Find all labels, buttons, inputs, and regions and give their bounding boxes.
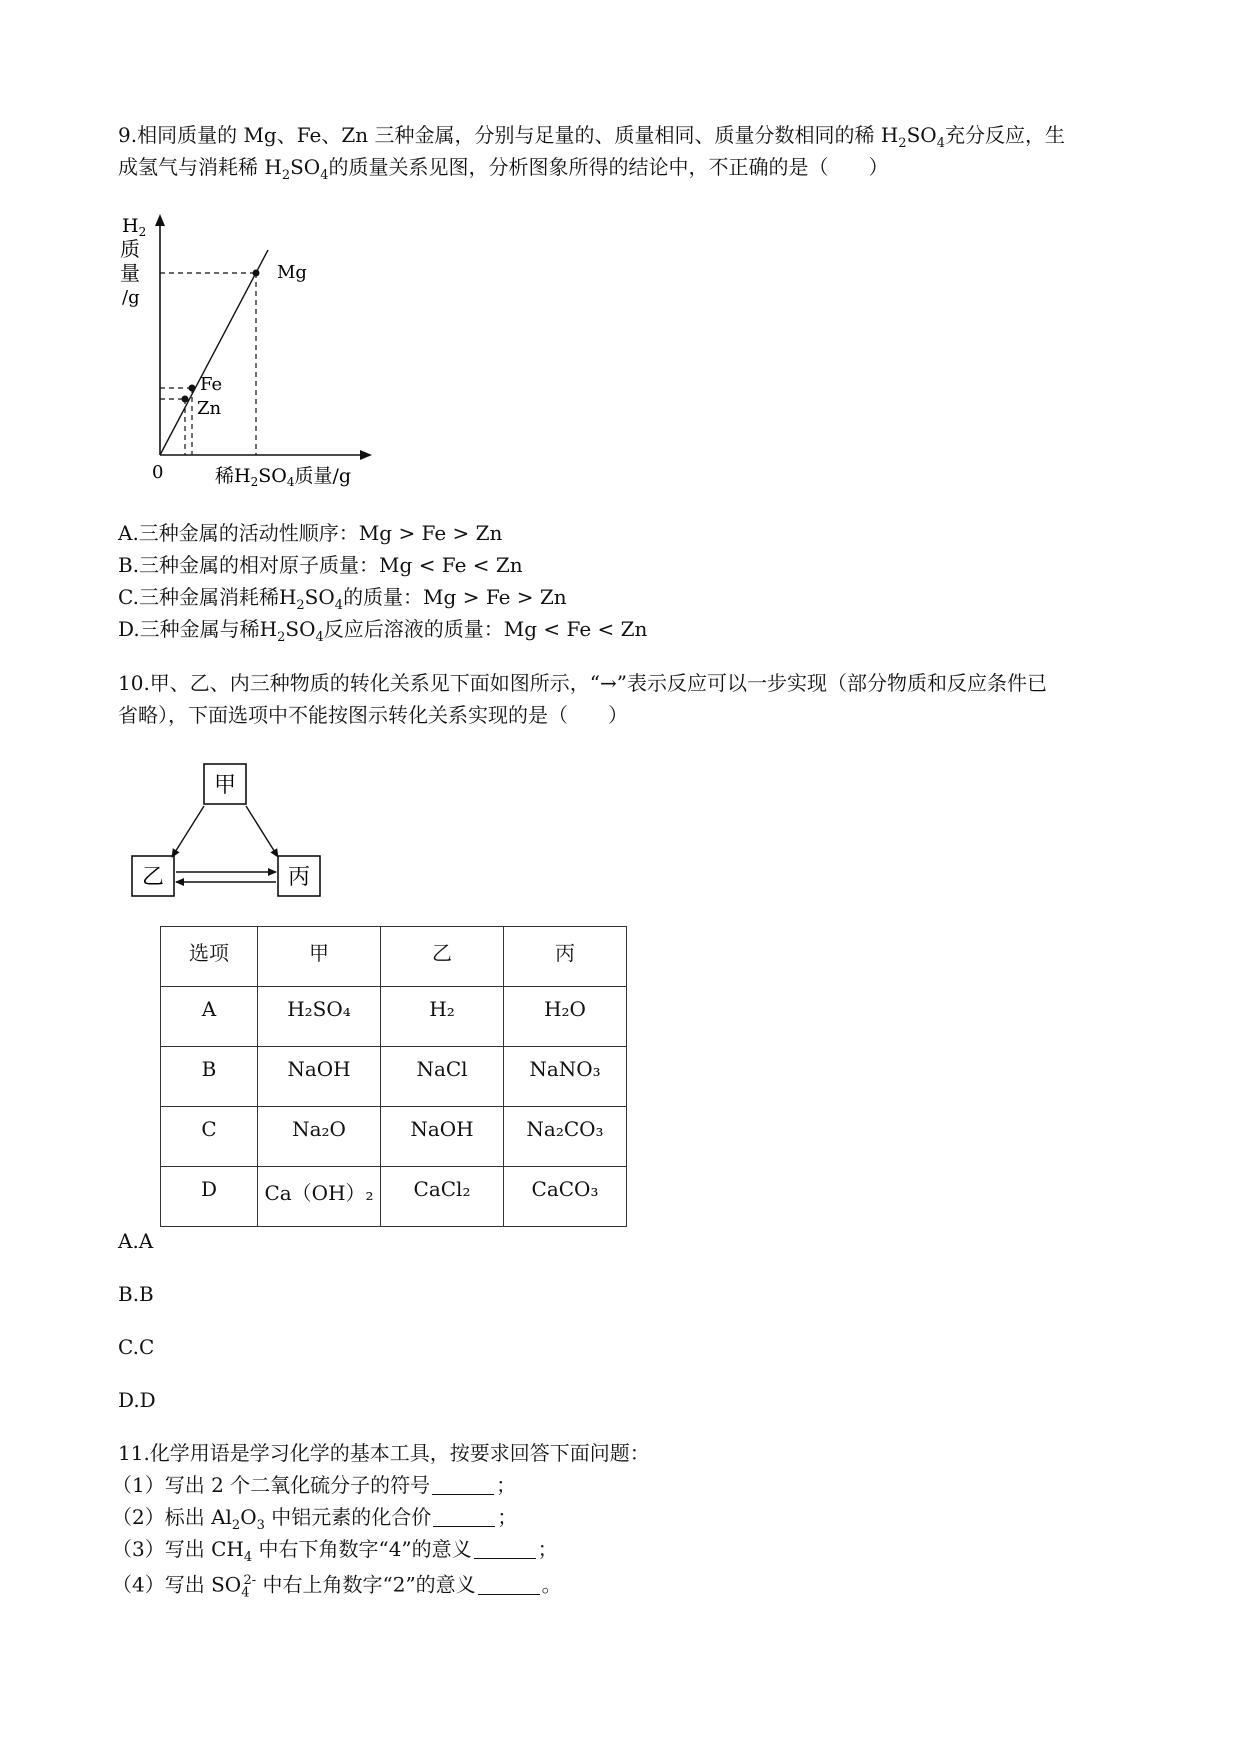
sub: 2 <box>898 136 907 151</box>
q11-item-1 <box>112 1470 516 1500</box>
origin-label: 0 <box>152 462 164 483</box>
sub: 4 <box>315 630 324 645</box>
q9-line2-a: 成氢气与消耗稀 H <box>118 155 282 179</box>
q9-option-d-post: 反应后溶液的质量：Mg < Fe < Zn <box>323 617 648 641</box>
y-label-unit: /g <box>122 287 140 308</box>
q10-answer-d: D.D <box>118 1388 156 1412</box>
cell-jia: Na₂O <box>258 1107 381 1167</box>
table-row <box>161 1167 627 1227</box>
cell-option: D <box>161 1167 258 1227</box>
q11-item-2-end: ； <box>497 1505 518 1529</box>
q9-option-d-mid: SO <box>285 617 316 641</box>
cell-yi: H₂ <box>381 987 504 1047</box>
q9-graph <box>100 210 400 490</box>
mg-point <box>253 270 260 277</box>
q10-line-2: 省略），下面选项中不能按图示转化关系实现的是（ ） <box>118 703 628 727</box>
y-axis-arrow-icon <box>155 214 165 226</box>
x-axis-arrow-icon <box>360 450 372 460</box>
sub: 3 <box>256 1518 265 1533</box>
q11-item-4 <box>112 1566 562 1609</box>
cell-yi: NaCl <box>381 1047 504 1107</box>
cell-jia: NaOH <box>258 1047 381 1107</box>
q9-option-a: A.三种金属的活动性顺序：Mg > Fe > Zn <box>118 521 503 545</box>
q9-text-a: 相同质量的 Mg、Fe、Zn 三种金属，分别与足量的、质量相同、质量分数相同的稀 H <box>137 123 899 147</box>
sup: 2- <box>243 1573 257 1588</box>
q9-option-d-pre: D.三种金属与稀H <box>118 617 278 641</box>
table-header-row <box>161 927 627 987</box>
arrow-jia-to-yi <box>172 806 204 857</box>
label-yi: 乙 <box>141 865 165 890</box>
header-bing: 丙 <box>504 927 627 987</box>
answer-blank[interactable] <box>433 1506 495 1527</box>
answer-blank[interactable] <box>478 1574 540 1595</box>
q11-item-1-text: （1）写出 2 个二氧化硫分子的符号 <box>112 1473 431 1497</box>
cell-bing: H₂O <box>504 987 627 1047</box>
q9-line2-b: SO <box>290 155 321 179</box>
cell-yi: NaOH <box>381 1107 504 1167</box>
q9-text-c: 充分反应，生 <box>944 123 1065 147</box>
q9-line-2 <box>118 150 1128 193</box>
q9-text-b: SO <box>906 123 937 147</box>
cell-jia: H₂SO₄ <box>258 987 381 1047</box>
y-label-char-2: 量 <box>120 261 140 285</box>
q9-line2-c: 的质量关系见图，分析图象所得的结论中，不正确的是（ ） <box>328 155 889 179</box>
q11-item-4-post: 中右上角数字“2”的意义 <box>256 1572 476 1597</box>
q10-answer-c: C.C <box>118 1335 155 1359</box>
q9-option-c-post: 的质量：Mg > Fe > Zn <box>343 585 567 609</box>
table-row <box>161 1047 627 1107</box>
q9-option-c-pre: C.三种金属消耗稀H <box>118 585 297 609</box>
x-label: 稀$H_2SO_4$质量/g <box>215 465 352 489</box>
sub: 2 <box>296 598 305 613</box>
q9-option-c-mid: SO <box>304 585 335 609</box>
sub: 2 <box>231 1518 241 1533</box>
q11-item-3-end: ； <box>537 1537 558 1561</box>
fe-point <box>189 385 196 392</box>
cell-bing: CaCO₃ <box>504 1167 627 1227</box>
sub: 4 <box>241 1585 250 1601</box>
q10-answer-b: B.B <box>118 1282 154 1306</box>
table-row <box>161 987 627 1047</box>
q10-line-1: 10.甲、乙、内三种物质的转化关系见下面如图所示，“→”表示反应可以一步实现（部分物质和反应条件已 <box>118 671 1048 695</box>
sub: 4 <box>320 168 329 183</box>
sub: 4 <box>334 598 344 613</box>
q10-diagram <box>120 760 340 910</box>
reaction-line <box>160 250 268 455</box>
label-bing: 丙 <box>287 865 311 890</box>
y-label-h: $H_2$ <box>122 215 147 239</box>
q11-item-2-mid: O <box>240 1505 257 1529</box>
q10-answer-a: A.A <box>118 1229 154 1253</box>
cell-yi: CaCl₂ <box>381 1167 504 1227</box>
sub: 4 <box>936 136 945 151</box>
table-row <box>161 1107 627 1167</box>
sub: 4 <box>243 1550 253 1565</box>
cell-option: B <box>161 1047 258 1107</box>
q11-item-4-end: 。 <box>541 1572 562 1597</box>
cell-bing: NaNO₃ <box>504 1047 627 1107</box>
sub: 2 <box>277 630 286 645</box>
cell-option: C <box>161 1107 258 1167</box>
label-jia: 甲 <box>213 773 237 798</box>
q11-item-3-pre: （3）写出 CH <box>112 1537 244 1561</box>
arrow-jia-to-bing <box>246 806 278 857</box>
q9-number: 9. <box>118 123 138 147</box>
zn-point <box>182 396 189 403</box>
q9-option-b: B.三种金属的相对原子质量：Mg < Fe < Zn <box>118 553 523 577</box>
zn-label: Zn <box>197 398 222 419</box>
header-yi: 乙 <box>381 927 504 987</box>
q11-item-2-pre: （2）标出 Al <box>112 1505 232 1529</box>
answer-blank[interactable] <box>432 1474 494 1495</box>
q11-item-3-post: 中右下角数字“4”的意义 <box>252 1537 472 1561</box>
sub: 2 <box>281 168 291 183</box>
header-option: 选项 <box>161 927 258 987</box>
fe-label: Fe <box>200 374 223 395</box>
header-jia: 甲 <box>258 927 381 987</box>
q9-option-d <box>118 614 647 653</box>
q11-item-4-pre: （4）写出 SO <box>112 1572 242 1597</box>
mg-label: Mg <box>277 262 307 283</box>
q10-options-table <box>160 926 627 1227</box>
y-label-char-1: 质 <box>120 237 140 261</box>
q11-title: 11.化学用语是学习化学的基本工具，按要求回答下面问题： <box>118 1441 650 1465</box>
cell-option: A <box>161 987 258 1047</box>
q11-item-1-end: ； <box>496 1473 517 1497</box>
cell-bing: Na₂CO₃ <box>504 1107 627 1167</box>
q11-item-2-post: 中铝元素的化合价 <box>264 1505 432 1529</box>
answer-blank[interactable] <box>474 1538 536 1559</box>
cell-jia: Ca（OH）₂ <box>258 1167 381 1227</box>
